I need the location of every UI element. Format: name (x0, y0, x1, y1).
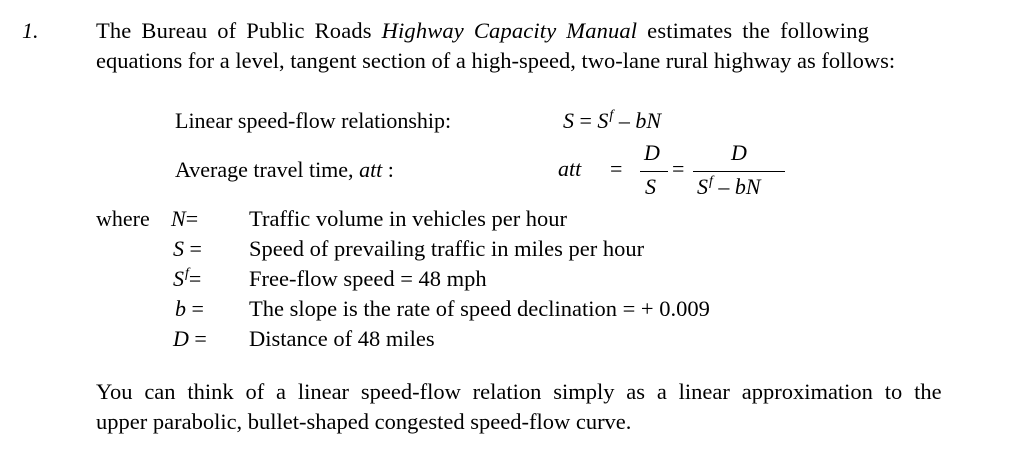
intro-paragraph (96, 16, 895, 76)
fraction-2-bar (693, 171, 785, 172)
linear-relationship-label: Linear speed-flow relationship: (175, 108, 452, 133)
att-label-variable: att (359, 157, 383, 182)
closing-line-2: upper parabolic, bullet-shaped congested speed-flow curve. (96, 409, 632, 434)
average-travel-time-label: Average travel time, att : (175, 157, 394, 182)
where-label: where (96, 206, 150, 231)
fraction-2-denominator: $S^f$ – bN (697, 174, 761, 199)
manual-title: Highway Capacity Manual (381, 18, 638, 43)
problem-number: 1. (22, 18, 39, 43)
fraction-1-denominator: S (645, 174, 656, 199)
fraction-1-bar (640, 171, 668, 172)
definition-text-D: Distance of 48 miles (249, 326, 435, 351)
closing-line-1: You can think of a linear speed-flow relation simply as a linear approximation to the (96, 379, 942, 404)
definition-var-b: b = (175, 296, 204, 321)
definition-var-N: N= (171, 206, 199, 231)
definition-text-N: Traffic volume in vehicles per hour (249, 206, 568, 231)
definition-var-D: D = (173, 326, 207, 351)
definition-var-S: S = (173, 236, 202, 261)
linear-speed-flow-equation: $S = S^f$ – bN (563, 108, 661, 133)
fraction-1-numerator: D (644, 140, 660, 165)
definition-var-Sf: $S^f=$ (173, 266, 202, 291)
definition-text-b: The slope is the rate of speed declination = + 0.009 (249, 296, 710, 321)
equals-sign-2: = (672, 156, 685, 181)
equals-sign-1: = (610, 156, 623, 181)
definition-text-S: Speed of prevailing traffic in miles per hour (249, 236, 645, 261)
fraction-2-numerator: D (731, 140, 747, 165)
intro-line-1: The Bureau of Public Roads Highway Capacity Manual estimates the following (96, 18, 869, 43)
definition-text-Sf: Free-flow speed = 48 mph (249, 266, 487, 291)
closing-paragraph (96, 377, 942, 437)
att-variable: att (558, 156, 582, 181)
intro-line-2: equations for a level, tangent section of a high-speed, two-lane rural highway as follows: (96, 48, 896, 73)
